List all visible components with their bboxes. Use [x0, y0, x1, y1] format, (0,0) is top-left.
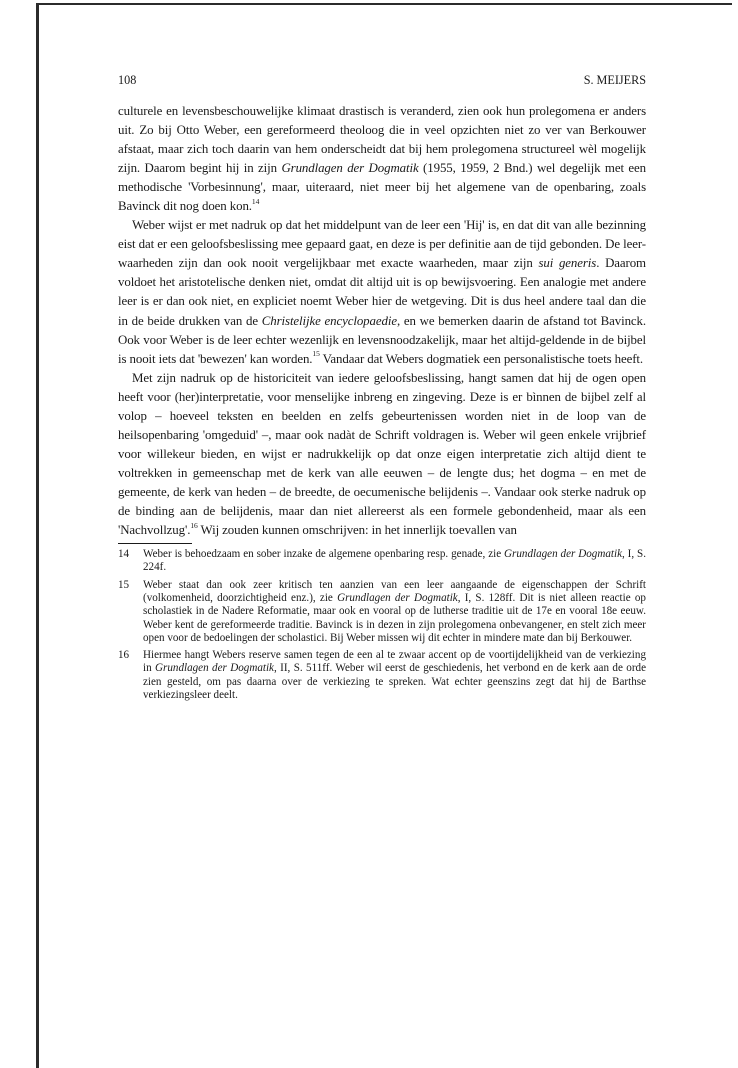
text-run: (1955, 1959, 2 Bnd.) wel degelijk met een methodische 'Vorbesinnung', maar, uiteraard, niet meer bij het algemene van de openbaring, zoals Bavinck dit nog doen kon. — [118, 161, 647, 214]
footnote-text — [143, 579, 646, 645]
italic-text: Christelijke encyclopaedie — [261, 313, 397, 328]
footnote — [118, 579, 646, 645]
text-run: Weber wijst er met nadruk op dat het middelpunt van de leer een 'Hij' is, en dat dit van alle bezinning eist dat er een geloofsbeslissing mee gepaard gaat, en deze is per definitie aan de tijd gebonden. De leer-waarheden zijn dan ook nooit vergelijkbaar met exacte waarheden, maar zijn — [118, 218, 646, 271]
footnote-text — [143, 649, 646, 702]
italic-text: Grundlagen der Dogmatik — [281, 161, 419, 176]
text-run: Weber staat dan ook zeer kritisch ten aanzien van een leer aangaande de eigenschappen der Schrift (volkomenheid, doorzichtigheid enz.), zie — [143, 578, 646, 604]
italic-text: Grundlagen der Dogmatik — [155, 662, 274, 675]
text-run: culturele en levensbeschouwelijke klimaat drastisch is veranderd, zien ook hun prolegomena er anders uit. Zo bij Otto Weber, een gereformeerd theoloog die in veel opzichten niet zo ver van Berkouwer afstaat, maar zich toch daarin van hem onderscheidt dat bij hem prolegomena structureel wèl mogelijk zijn. Daarom begint hij in zijn — [118, 104, 646, 176]
footnote-number: 14 — [118, 548, 130, 561]
footnote-number: 16 — [118, 649, 130, 662]
paragraph — [118, 369, 646, 540]
text-run: Weber is behoedzaam en sober inzake de algemene openbaring resp. genade, zie — [143, 548, 505, 561]
running-title: S. MEIJERS — [583, 73, 646, 87]
paragraph — [118, 102, 646, 216]
page-border-top — [36, 3, 732, 5]
page-border-left — [36, 3, 39, 1068]
footnote-reference: 16 — [190, 520, 198, 530]
text-run: Vandaar dat Webers dogmatiek een personalistische toets heeft. — [319, 351, 644, 366]
footnotes — [118, 548, 646, 702]
text-run: . Daarom voldoet het aristotelische denken niet, omdat dit altijd uit is op bewijsvoering. Een analogie met andere leer is er dan ook niet, en expliciet noemt Weber hier de wetgeving. Dit is dus heel andere taal dan die in de beide drukken van de — [118, 256, 646, 328]
italic-text: sui generis — [538, 256, 597, 271]
text-run: , en we bemerken daarin de afstand tot Bavinck. Ook voor Weber is de leer echter wezenlijk en levensnoodzakelijk, maar het altijd-geldende in de bijbel is nooit iets dat 'bewezen' kan worden. — [118, 313, 647, 366]
footnote-reference: 14 — [251, 196, 260, 206]
footnote — [118, 548, 646, 575]
page-number: 108 — [118, 73, 137, 87]
footnote-separator — [118, 543, 192, 544]
italic-text: Grundlagen der Dogmatik — [504, 548, 622, 561]
text-run: Met zijn nadruk op de historiciteit van iedere geloofsbeslissing, hangt samen dat hij de ogen open heeft voor (her)interpretatie, voor menselijke inbreng en zingeving. Deze is er bìnnen de bijbel zelf al volop – hoeveel teksten en beelden en zelfs gebeurtenissen worden niet in de loop van de heilsopenbaring 'omgeduid' –, maar ook nadàt de Schrift voldragen is. Weber wil geen enkele vrijbrief voor willekeur bieden, en wijst er nadrukkelijk op dat onze eigen interpretatie zich altijd dient te voltrekken in gemeenschap met de kerk van alle eeuwen – de lengte dus; het dogma – en met de gemeente, de kerk van heden – de breedte, de oecumenische belijdenis –. Vandaar ook sterke nadruk op de binding aan de belijdenis, maar dan niet allereerst als een formele gebondenheid, maar als een 'Nachvollzug'. — [118, 370, 646, 538]
running-header — [118, 72, 646, 88]
document-page — [118, 72, 646, 706]
body-text — [118, 102, 646, 540]
footnote-text — [143, 548, 646, 575]
text-run: , II, S. 511ff. Weber wil eerst de geschiedenis, het verbond en de kerk aan de orde zien gesteld, om pas daarna over de verkiezing te spreken. Wat echter geenszins zegt dat hij de Barthse verkiezingsleer deelt. — [143, 662, 646, 702]
italic-text: Grundlagen der Dogmatik — [337, 591, 458, 604]
text-run: , I, S. 224f. — [143, 548, 646, 574]
paragraph — [118, 216, 646, 368]
footnote-reference: 15 — [312, 349, 320, 359]
footnote-number: 15 — [118, 578, 130, 591]
text-run: Hiermee hangt Webers reserve samen tegen de een al te zwaar accent op de voortijdelijkheid van de verkiezing in — [143, 649, 646, 675]
text-run: Wij zouden kunnen omschrijven: in het innerlijk toevallen van — [197, 523, 517, 538]
footnote — [118, 649, 646, 702]
text-run: , I, S. 128ff. Dit is niet alleen reactie op scholastiek in de Nadere Reformatie, maar ook en vooral op de lutherse traditie uit de 17e en vooral 18e eeuw. Weber kent de gereformeerde traditie. Bavinck is in dezen in zijn prolegomena onbevangener, en stelt zich meer open voor de bedoelingen der scholastici. Bij Weber missen wij dit echter in mindere mate dan bij Berkouwer. — [143, 591, 646, 644]
